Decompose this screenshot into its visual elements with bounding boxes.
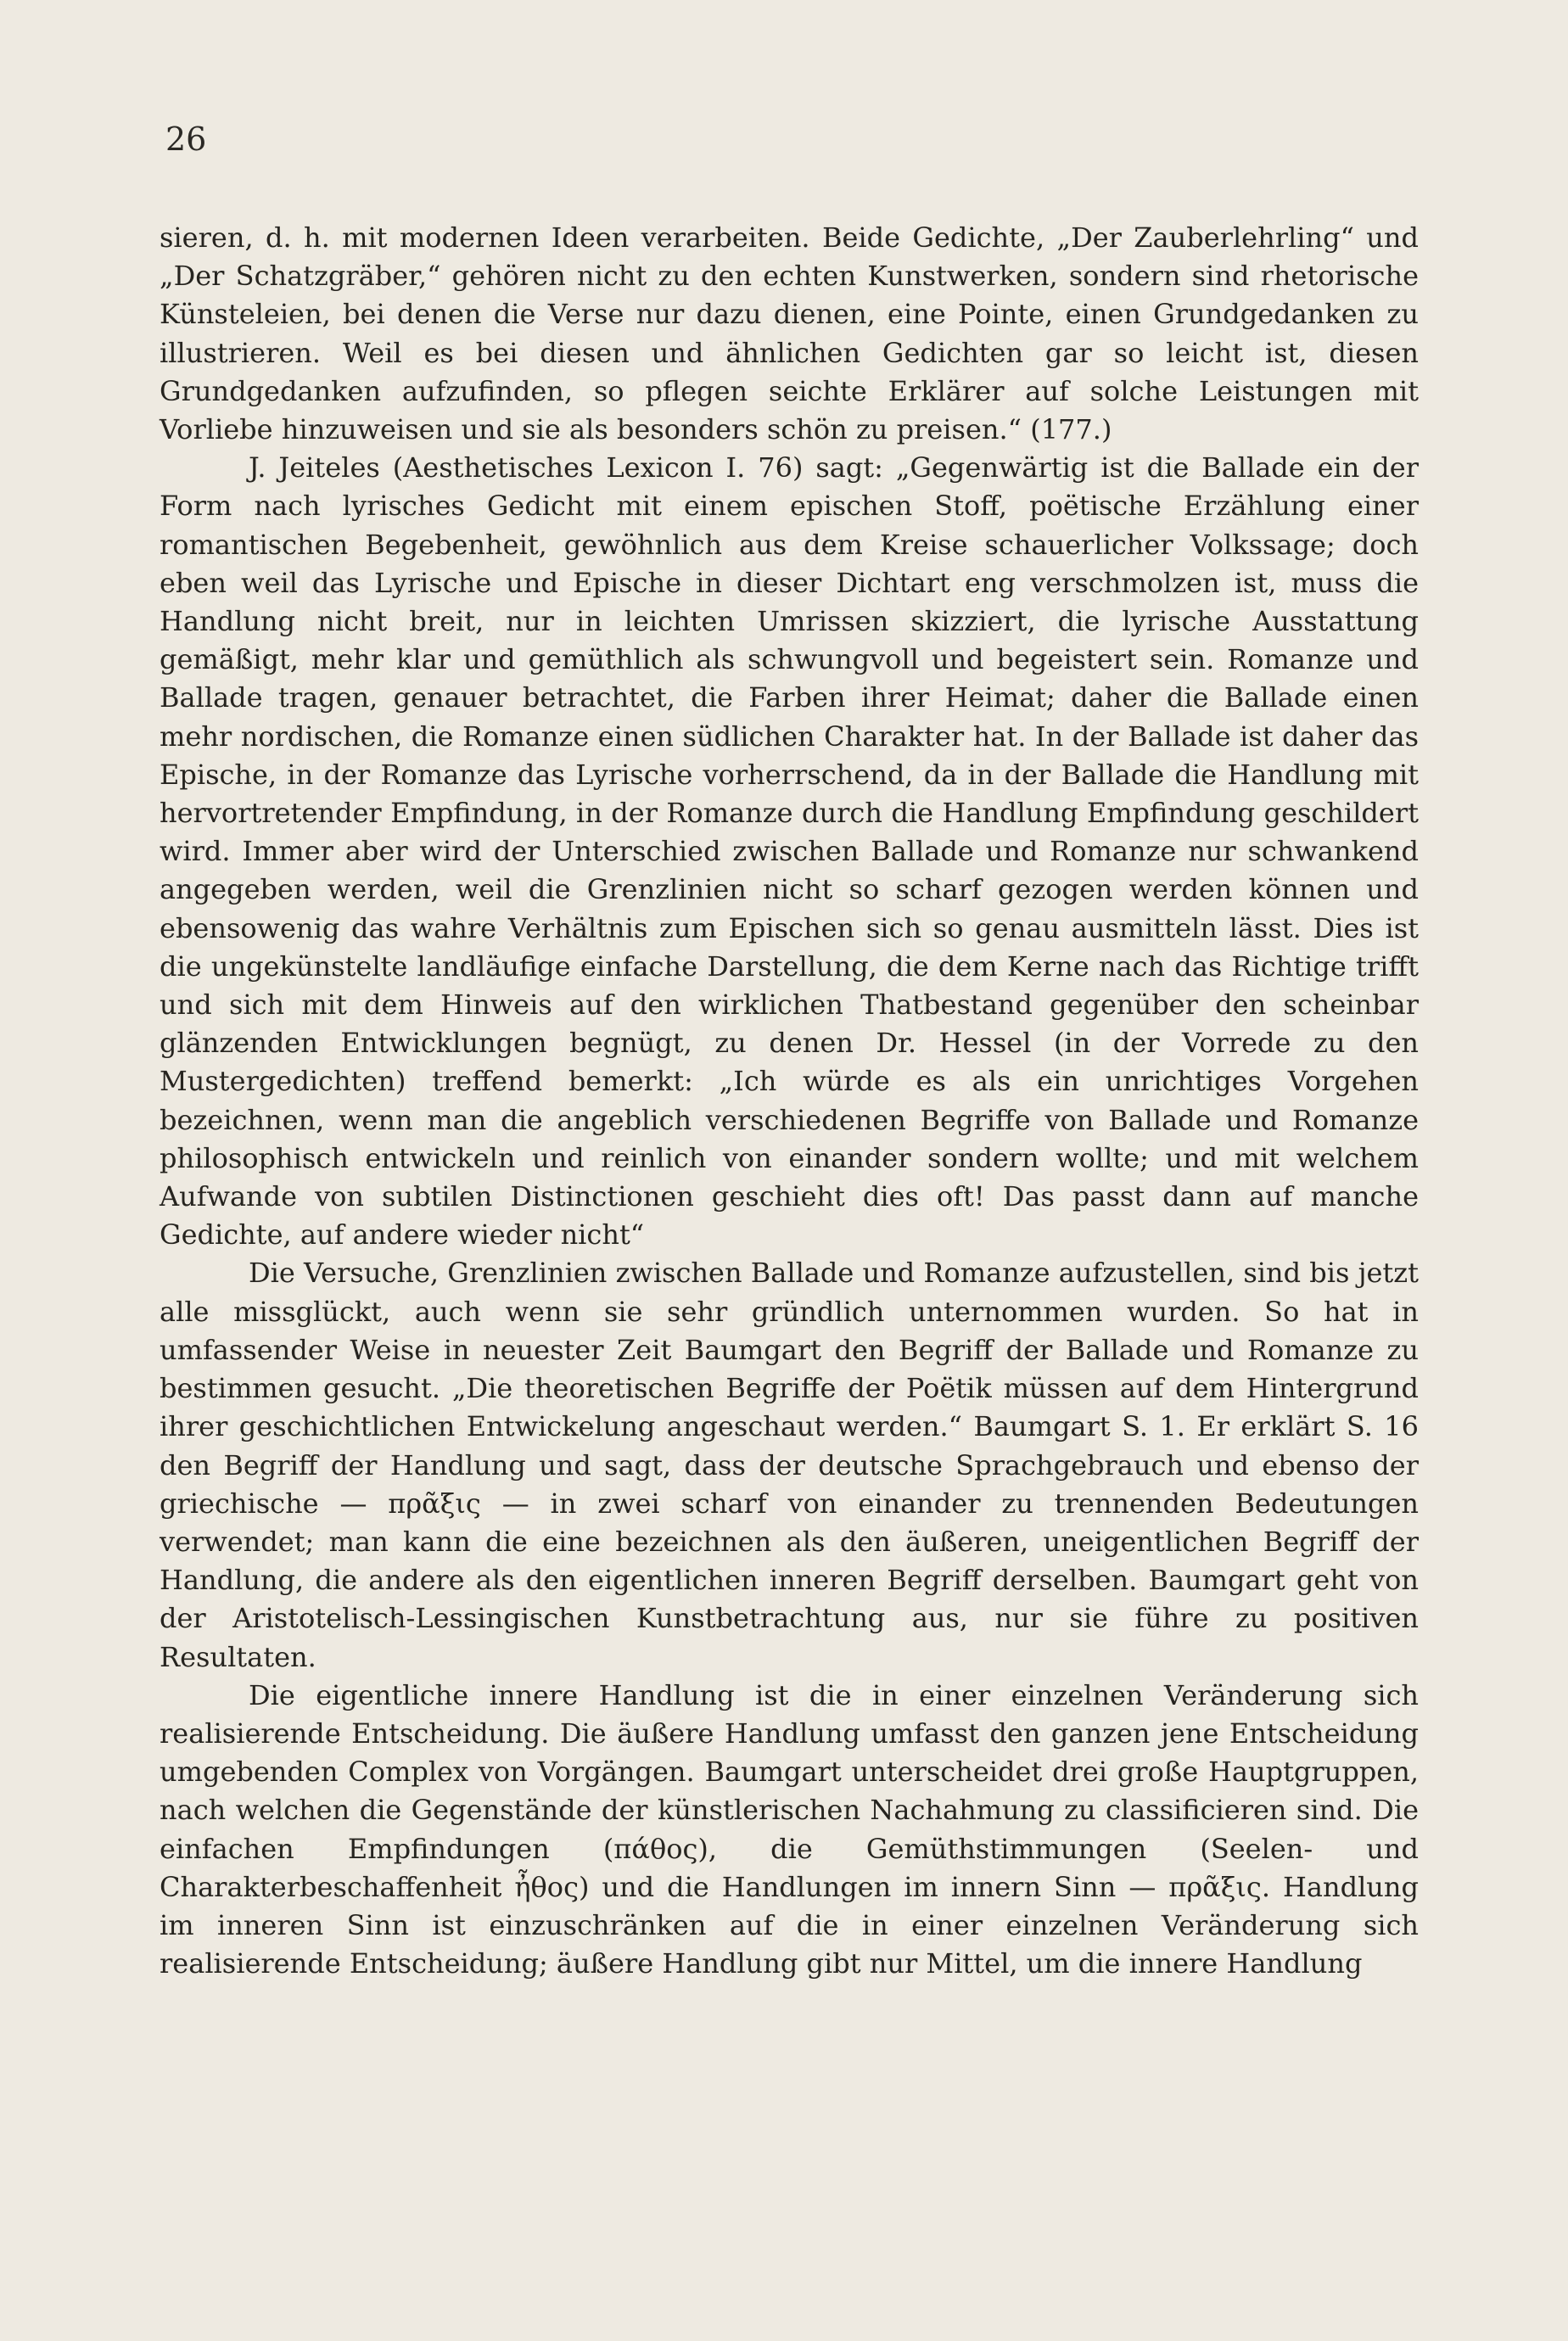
paragraph-baumgart: Die Versuche, Grenzlinien zwischen Ballade und Romanze aufzustellen, sind bis jetzt alle missglückt, auch wenn sie sehr gründlich unternommen wurden. So hat in umfassender Weise in neuester Zeit Baumgart den Begriff der Ballade und Romanze zu bestimmen gesucht. „Die theoretischen Begriffe der Poëtik müssen auf dem Hintergrund ihrer geschichtlichen Entwickelung angeschaut werden.“ Baumgart S. 1. Er erklärt S. 16 den Begriff der Handlung und sagt, dass der deutsche Sprachgebrauch und ebenso der griechische — πρᾶξις — in zwei scharf von einander zu trennenden Bedeutungen verwendet; man kann die eine bezeichnen als den äußeren, uneigentlichen Begriff der Handlung, die andere als den eigentlichen inneren Begriff derselben. Baumgart geht von der Aristotelisch-Lessingischen Kunstbetrachtung aus, nur sie führe zu positiven Resultaten.	[160, 1257, 1419, 1673]
body-text	[160, 219, 1419, 1983]
paragraph-handlung: Die eigentliche innere Handlung ist die in einer einzelnen Veränderung sich realisierende Entscheidung. Die äußere Handlung umfasst den ganzen jene Entscheidung umgebenden Complex von Vorgängen. Baumgart unterscheidet drei große Hauptgruppen, nach welchen die Gegenstände der künstlerischen Nachahmung zu classificieren sind. Die einfachen Empfindungen (πάθος), die Gemüthstimmungen (Seelen- und Charakterbeschaffenheit ἦθος) und die Handlungen im innern Sinn — πρᾶξις. Handlung im inneren Sinn ist einzuschränken auf die in einer einzelnen Veränderung sich realisierende Entscheidung; äußere Handlung gibt nur Mittel, um die innere Handlung	[160, 1678, 1420, 1980]
page-number: 26	[165, 120, 207, 158]
paragraph-jeiteles: J. Jeiteles (Aesthetisches Lexicon I. 76) sagt: „Gegenwärtig ist die Ballade ein der Form nach lyrisches Gedicht mit einem epischen Stoff, poëtische Erzählung einer romantischen Begebenheit, gewöhnlich aus dem Kreise schauerlicher Volkssage; doch eben weil das Lyrische und Epische in dieser Dichtart eng verschmolzen ist, muss die Handlung nicht breit, nur in leichten Umrissen skizziert, die lyrische Ausstattung gemäßigt, mehr klar und gemüthlich als schwungvoll und begeistert sein. Romanze und Ballade tragen, genauer betrachtet, die Farben ihrer Heimat; daher die Ballade einen mehr nordischen, die Romanze einen südlichen Charakter hat. In der Ballade ist daher das Epische, in der Romanze das Lyrische vorherrschend, da in der Ballade die Handlung mit hervortretender Empfindung, in der Romanze durch die Handlung Empfindung geschildert wird. Immer aber wird der Unterschied zwischen Ballade und Romanze nur schwankend angegeben werden, weil die Grenzlinien nicht so scharf gezogen werden können und ebensowenig das wahre Verhältnis zum Epischen sich so genau ausmitteln lässt. Dies ist die ungekünstelte landläufige einfache Darstellung, die dem Kerne nach das Richtige trifft und sich mit dem Hinweis auf den wirklichen Thatbestand gegenüber den scheinbar glänzenden Entwicklungen begnügt, zu denen Dr. Hessel (in der Vorrede zu den Mustergedichten) treffend bemerkt: „Ich würde es als ein unrichtiges Vorgehen bezeichnen, wenn man die angeblich verschiedenen Begriffe von Ballade und Romanze philosophisch entwickeln und reinlich von einander sondern wollte; und mit welchem Aufwande von subtilen Distinctionen geschieht dies oft! Das passt dann auf manche Gedichte, auf andere wieder nicht“	[160, 451, 1419, 1252]
paragraph-continuation: sieren, d. h. mit modernen Ideen verarbeiten. Beide Gedichte, „Der Zauberlehrling“ und „Der Schatzgräber,“ gehören nicht zu den echten Kunstwerken, sondern sind rhetorische Künsteleien, bei denen die Verse nur dazu dienen, eine Pointe, einen Grundgedanken zu illustrieren. Weil es bei diesen und ähnlichen Gedichten gar so leicht ist, diesen Grundgedanken aufzufinden, so pflegen seichte Erklärer auf solche Leistungen mit Vorliebe hinzuweisen und sie als besonders schön zu preisen.“ (177.)	[160, 221, 1419, 446]
